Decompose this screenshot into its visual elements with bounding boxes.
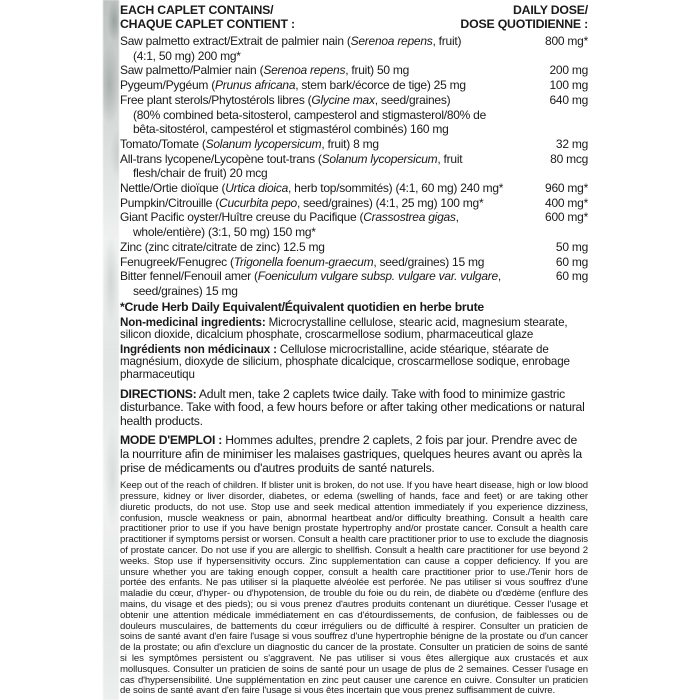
directions-fr-text: Hommes adultes, prendre 2 caplets, 2 fois par jour. Prendre avec de la nourriture afin de minimiser les malaises gastriques, quelques heures avant ou après la prise de médicaments ou d'autres produits de santé naturels. [120, 433, 582, 475]
non-medicinal-en [120, 317, 588, 342]
dose-heading-fr: DOSE QUOTIDIENNE : [460, 16, 588, 31]
contains-heading-fr: CHAQUE CAPLET CONTIENT : [120, 16, 295, 31]
non-medicinal-en-label: Non-medicinal ingredients: [120, 315, 266, 329]
ingredient-dose: 32 mg [555, 136, 588, 151]
ingredient-dose: 80 mcg [550, 151, 588, 166]
ingredient-name: Tomato/Tomate (Solanum lycopersicum, fruit) 8 mg [120, 136, 379, 151]
ingredient-name: All-trans lycopene/Lycopène tout-trans (Solanum lycopersicum, fruit flesh/chair de fruit) 20 mcg [120, 151, 463, 181]
ingredient-row [120, 181, 588, 196]
ingredient-dose: 600 mg* [545, 210, 588, 225]
facts-header [120, 4, 588, 31]
directions-fr [120, 434, 588, 475]
non-medicinal-fr [120, 344, 588, 382]
directions-en [120, 388, 588, 429]
ingredient-dose: 60 mg [555, 269, 588, 284]
ingredient-name: Saw palmetto/Palmier nain (Serenoa repens, fruit) 50 mg [120, 63, 410, 78]
ingredient-row [120, 269, 588, 298]
ingredient-name: Free plant sterols/Phytostérols libres (Glycine max, seed/graines) (80% combined beta-sitosterol, campesterol and stigmasterol/80% de bêta-sitostérol, campestérol et stigmastérol combinés) 160 mg [120, 92, 487, 137]
ingredient-row [120, 196, 588, 211]
supplement-facts-panel [120, 4, 588, 697]
ingredient-dose: 400 mg* [545, 195, 588, 210]
directions-en-text: Adult men, take 2 caplets twice daily. Take with food to minimize gastric disturbance. Take with food, a few hours before or after taking other medications or natural health products. [120, 386, 585, 428]
ingredient-name: Saw palmetto extract/Extrait de palmier nain (Serenoa repens, fruit) (4:1, 50 mg) 200 mg* [120, 34, 462, 63]
crude-herb-footnote: *Crude Herb Daily Equivalent/Équivalent quotidien en herbe brute [120, 299, 484, 314]
ingredient-row [120, 93, 588, 137]
ingredient-row [120, 152, 588, 181]
ingredient-row [120, 210, 588, 239]
non-medicinal-fr-text: Cellulose microcristalline, acide stéarique, stéarate de magnésium, dioxyde de silicium, phosphate dicalcique, croscarmellose sodique, enrobage pharmaceutiqu [120, 342, 570, 382]
directions-fr-label: MODE D'EMPLOI : [120, 433, 223, 448]
ingredient-row [120, 63, 588, 78]
ingredient-name: Pumpkin/Citrouille (Cucurbita pepo, seed/graines) (4:1, 25 mg) 100 mg* [120, 195, 484, 210]
ingredient-name: Fenugreek/Fenugrec (Trigonella foenum-graecum, seed/graines) 15 mg [120, 254, 485, 269]
ingredient-name: Pygeum/Pygéum (Prunus africana, stem bark/écorce de tige) 25 mg [120, 78, 466, 93]
contains-heading-en: EACH CAPLET CONTAINS/ [120, 3, 274, 17]
ingredient-dose: 800 mg* [545, 34, 588, 48]
ingredient-dose: 640 mg [549, 92, 588, 107]
ingredient-dose: 100 mg [549, 78, 588, 93]
dose-heading-en: DAILY DOSE/ [512, 3, 588, 17]
non-medicinal-fr-label: Ingrédients non médicinaux : [120, 342, 277, 356]
ingredient-row [120, 34, 588, 63]
dose-heading [460, 4, 588, 31]
ingredient-dose: 960 mg* [545, 181, 588, 196]
ingredient-dose: 200 mg [549, 63, 588, 78]
ingredient-name: Nettle/Ortie dioïque (Urtica dioica, herb top/sommités) (4:1, 60 mg) 240 mg* [120, 181, 504, 196]
ingredient-row [120, 240, 588, 255]
ingredient-dose: 50 mg [555, 239, 588, 254]
ingredient-name: Bitter fennel/Fenouil amer (Foeniculum vulgare subsp. vulgare var. vulgare, seed/graines) 15 mg [120, 269, 502, 298]
non-medicinal-en-text: Microcrystalline cellulose, stearic acid, magnesium stearate, silicon dioxide, dicalcium phosphate, croscarmellose sodium, pharmaceutical glaze [120, 315, 568, 342]
directions-en-label: DIRECTIONS: [120, 386, 197, 401]
ingredient-name: Giant Pacific oyster/Huître creuse du Pacifique (Crassostrea gigas, whole/entière) (3:1, 50 mg) 150 mg* [120, 210, 459, 240]
warnings-paragraph: Keep out of the reach of children. If blister unit is broken, do not use. If you have heart disease, high or low blood pressure, kidney or liver disorder, diabetes, or edema (swelling of hands, face and feet) or are taking other diuretic products, do not use. Stop use and seek medical attention immediately if you experience dizziness, confusion, muscle weakness or pain, abnormal heartbeat and/or difficulty breathing. Consult a health care practitioner prior to use if you have benign prostate hypertrophy and/or prostate cancer. Consult a health care practitioner if symptoms persist or worsen. Consult a health care practitioner prior to use to exclude the diagnosis of prostate cancer. Do not use if you are allergic to shellfish. Consult a health care practitioner for use beyond 2 weeks. Stop use if hypersensitivity occurs. Zinc supplementation can cause a copper deficiency. If you are unsure whether you are taking enough copper, consult a health care practitioner prior to use./Tenir hors de portée des enfants. Ne pas utiliser si la plaquette alvéolée est perforée. Ne pas utiliser si vous souffrez d'une maladie du cœur, d'hyper- ou d'hypotension, de trouble du foie ou du rein, de diabète ou d'œdème (enflure des mains, du visage et des pieds); ou si vous prenez d'autres produits contenant un diurétique. Cesser l'usage et obtenir une attention médicale immédiatement en cas d'étourdissements, de confusion, de faiblesses ou de douleurs musculaires, de battements du cœur irréguliers ou de difficulté à respirer. Consulter un praticien de soins de santé avant d'en faire l'usage si vous souffrez d'une hypertrophie bénigne de la prostate ou d'un cancer de la prostate; ou afin d'exclure un diagnostic du cancer de la prostate. Consulter un praticien de soins de santé si les symptômes persistent ou s'aggravent. Ne pas utiliser si vous êtes allergique aux crustacés et aux mollusques. Consulter un praticien de soins de santé pour un usage de plus de 2 semaines. Cesser l'usage en cas d'hypersensibilité. Une supplémentation en zinc peut causer une carence en cuivre. Consulter un praticien de soins de santé avant d'en faire l'usage si vous êtes incertain que vous prenez suffisamment de cuivre. [120, 480, 588, 697]
ingredient-row [120, 255, 588, 270]
ingredient-row [120, 137, 588, 152]
ingredient-name: Zinc (zinc citrate/citrate de zinc) 12.5 mg [120, 239, 325, 254]
ingredient-dose: 60 mg [555, 254, 588, 269]
ingredient-table [120, 34, 588, 299]
scan-artifact-strip [103, 0, 119, 700]
contains-heading [120, 4, 295, 31]
ingredient-row [120, 78, 588, 93]
